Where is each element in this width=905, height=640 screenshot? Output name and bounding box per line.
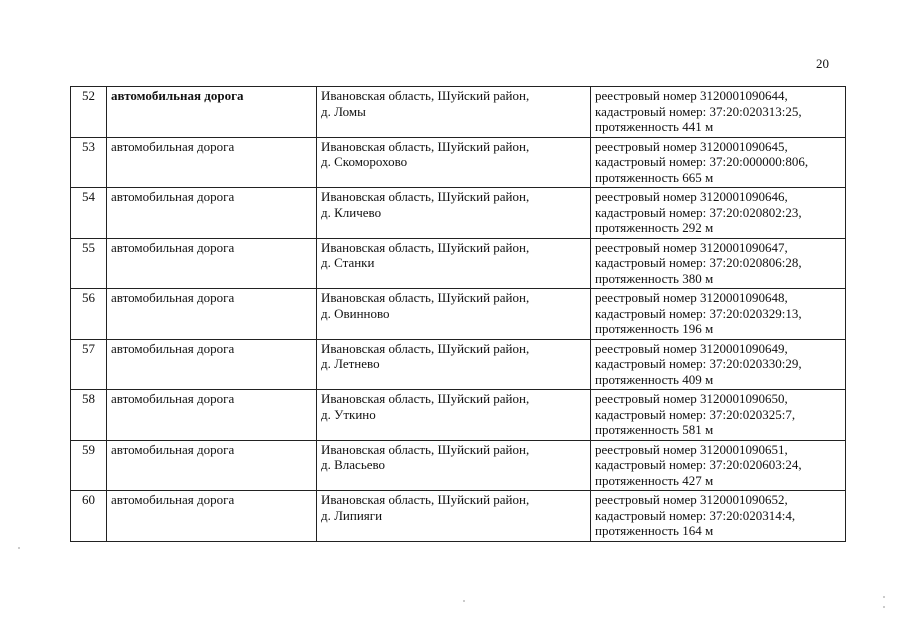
registry-number: реестровый номер 3120001090651, bbox=[595, 441, 788, 457]
object-name: автомобильная дорога bbox=[107, 87, 317, 138]
object-characteristics bbox=[591, 87, 846, 138]
address-line: д. Кличево bbox=[321, 204, 382, 220]
registry-number: реестровый номер 3120001090647, bbox=[595, 239, 788, 255]
scan-speck bbox=[463, 600, 465, 602]
object-address bbox=[317, 390, 591, 441]
registry-number: реестровый номер 3120001090652, bbox=[595, 492, 788, 507]
road-length: протяженность 441 м bbox=[595, 119, 714, 134]
cadastral-number: кадастровый номер: 37:20:020329:13, bbox=[595, 305, 802, 321]
row-number: 54 bbox=[71, 188, 107, 239]
row-number: 59 bbox=[71, 440, 107, 491]
object-characteristics bbox=[591, 491, 846, 542]
registry-number: реестровый номер 3120001090646, bbox=[595, 189, 788, 204]
table-row bbox=[71, 188, 846, 239]
object-characteristics bbox=[591, 390, 846, 441]
address-line: д. Станки bbox=[321, 255, 375, 270]
row-number: 57 bbox=[71, 339, 107, 390]
object-address bbox=[317, 289, 591, 340]
object-name: автомобильная дорога bbox=[107, 137, 317, 188]
object-name: автомобильная дорога bbox=[107, 339, 317, 390]
object-name: автомобильная дорога bbox=[107, 491, 317, 542]
object-address bbox=[317, 238, 591, 289]
cadastral-number: кадастровый номер: 37:20:020314:4, bbox=[595, 507, 796, 523]
object-characteristics bbox=[591, 289, 846, 340]
row-number: 55 bbox=[71, 238, 107, 289]
table-row bbox=[71, 440, 846, 491]
row-number: 56 bbox=[71, 289, 107, 340]
address-line: Ивановская область, Шуйский район, bbox=[321, 138, 530, 154]
object-address bbox=[317, 188, 591, 239]
road-registry-table bbox=[70, 86, 846, 542]
address-line: Ивановская область, Шуйский район, bbox=[321, 492, 530, 507]
road-length: протяженность 427 м bbox=[595, 472, 714, 488]
table-row bbox=[71, 87, 846, 138]
address-line: Ивановская область, Шуйский район, bbox=[321, 239, 530, 255]
row-number: 53 bbox=[71, 137, 107, 188]
object-address bbox=[317, 339, 591, 390]
address-line: Ивановская область, Шуйский район, bbox=[321, 88, 530, 103]
road-length: протяженность 581 м bbox=[595, 422, 714, 437]
object-characteristics bbox=[591, 137, 846, 188]
row-number: 58 bbox=[71, 390, 107, 441]
cadastral-number: кадастровый номер: 37:20:020325:7, bbox=[595, 406, 796, 422]
object-name: автомобильная дорога bbox=[107, 390, 317, 441]
road-length: протяженность 409 м bbox=[595, 371, 714, 387]
address-line: д. Скоморохово bbox=[321, 154, 408, 169]
address-line: д. Липияги bbox=[321, 507, 383, 523]
road-length: протяженность 665 м bbox=[595, 169, 714, 185]
cadastral-number: кадастровый номер: 37:20:020806:28, bbox=[595, 255, 802, 270]
table-row bbox=[71, 390, 846, 441]
object-address bbox=[317, 440, 591, 491]
address-line: д. Власьево bbox=[321, 457, 386, 472]
object-name: автомобильная дорога bbox=[107, 440, 317, 491]
cadastral-number: кадастровый номер: 37:20:020603:24, bbox=[595, 457, 802, 472]
table-row bbox=[71, 491, 846, 542]
object-address bbox=[317, 491, 591, 542]
road-length: протяженность 380 м bbox=[595, 270, 714, 286]
page-number: 20 bbox=[816, 56, 829, 71]
cadastral-number: кадастровый номер: 37:20:000000:806, bbox=[595, 154, 809, 169]
object-characteristics bbox=[591, 339, 846, 390]
address-line: д. Ломы bbox=[321, 103, 366, 119]
cadastral-number: кадастровый номер: 37:20:020313:25, bbox=[595, 103, 802, 119]
address-line: Ивановская область, Шуйский район, bbox=[321, 441, 530, 457]
table-row bbox=[71, 289, 846, 340]
address-line: Ивановская область, Шуйский район, bbox=[321, 189, 530, 204]
registry-number: реестровый номер 3120001090644, bbox=[595, 88, 788, 103]
registry-number: реестровый номер 3120001090649, bbox=[595, 340, 788, 356]
object-name: автомобильная дорога bbox=[107, 289, 317, 340]
address-line: Ивановская область, Шуйский район, bbox=[321, 391, 530, 406]
object-address bbox=[317, 137, 591, 188]
object-characteristics bbox=[591, 188, 846, 239]
cadastral-number: кадастровый номер: 37:20:020330:29, bbox=[595, 356, 802, 371]
registry-number: реестровый номер 3120001090648, bbox=[595, 290, 788, 305]
table-row bbox=[71, 238, 846, 289]
object-characteristics bbox=[591, 238, 846, 289]
registry-number: реестровый номер 3120001090645, bbox=[595, 138, 788, 154]
road-length: протяженность 292 м bbox=[595, 220, 714, 235]
address-line: Ивановская область, Шуйский район, bbox=[321, 290, 530, 305]
object-name: автомобильная дорога bbox=[107, 238, 317, 289]
address-line: д. Уткино bbox=[321, 406, 376, 422]
table-row bbox=[71, 339, 846, 390]
table-row bbox=[71, 137, 846, 188]
address-line: Ивановская область, Шуйский район, bbox=[321, 340, 530, 356]
object-address bbox=[317, 87, 591, 138]
cadastral-number: кадастровый номер: 37:20:020802:23, bbox=[595, 204, 802, 220]
scan-speck bbox=[883, 606, 885, 608]
road-length: протяженность 196 м bbox=[595, 321, 714, 336]
address-line: д. Летнево bbox=[321, 356, 380, 371]
road-length: протяженность 164 м bbox=[595, 523, 714, 538]
object-name: автомобильная дорога bbox=[107, 188, 317, 239]
scan-speck bbox=[18, 547, 20, 549]
registry-number: реестровый номер 3120001090650, bbox=[595, 391, 788, 406]
row-number: 52 bbox=[71, 87, 107, 138]
address-line: д. Овинново bbox=[321, 305, 390, 321]
row-number: 60 bbox=[71, 491, 107, 542]
scan-speck bbox=[883, 596, 885, 598]
object-characteristics bbox=[591, 440, 846, 491]
